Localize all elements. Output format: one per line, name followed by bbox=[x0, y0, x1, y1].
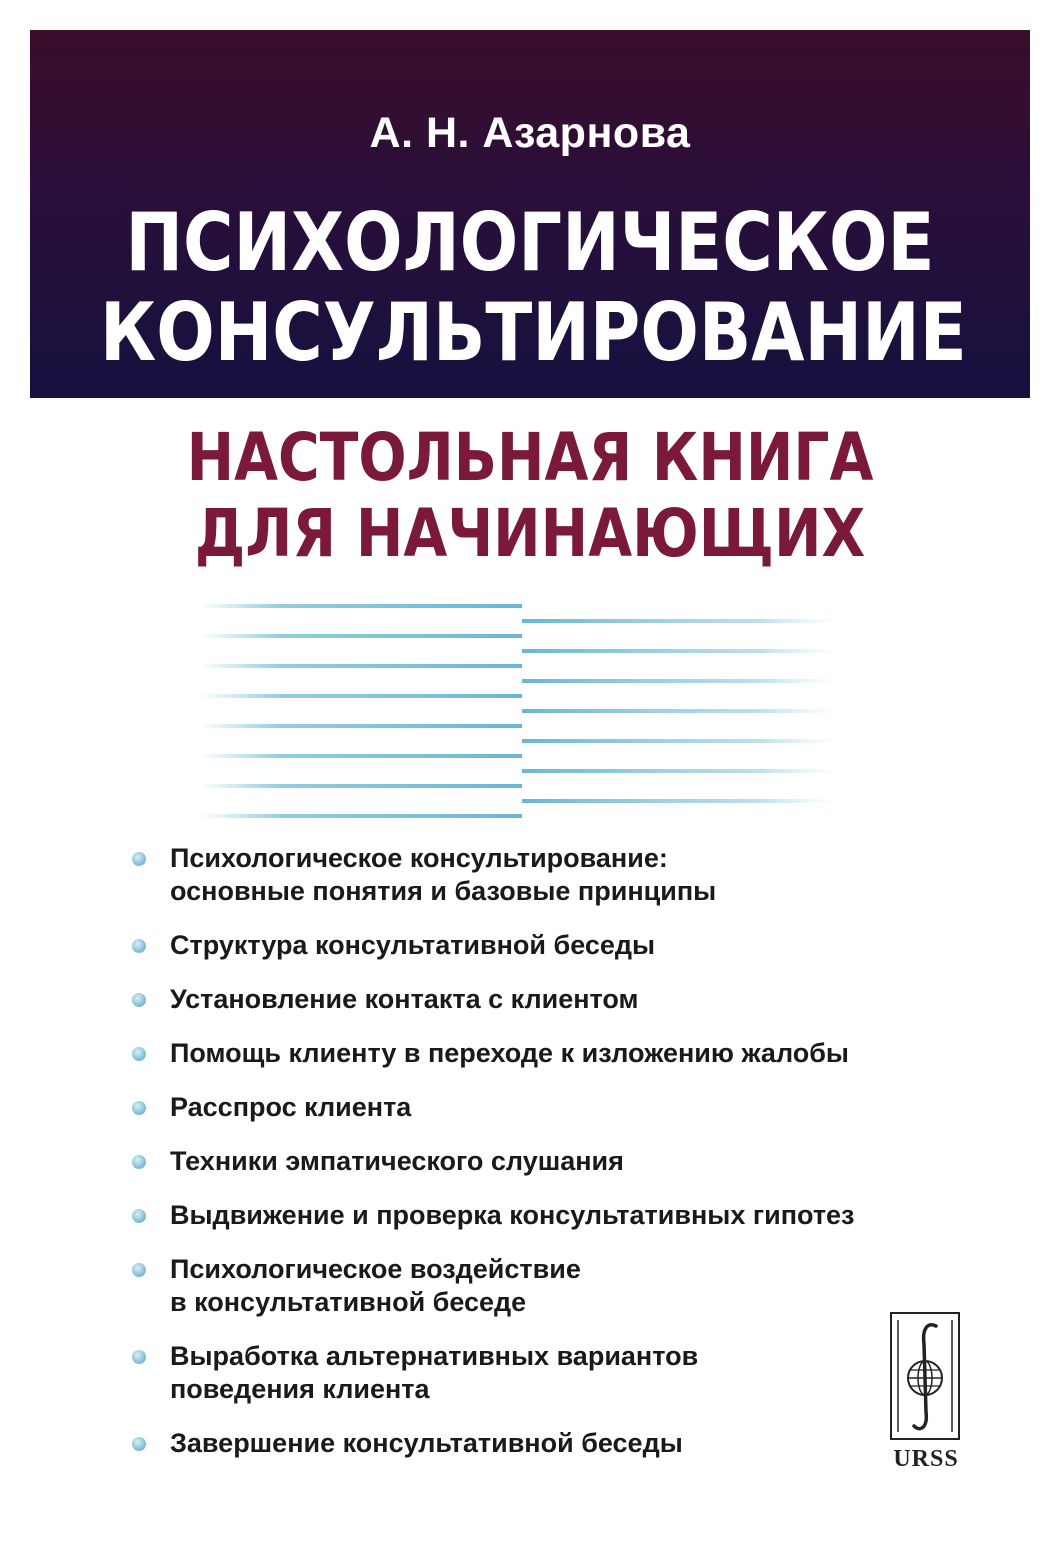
topic-item bbox=[132, 1145, 972, 1178]
topic-line: Психологическое воздействие bbox=[170, 1254, 581, 1284]
topic-item bbox=[132, 983, 972, 1016]
topic-item bbox=[132, 1253, 972, 1319]
book-title-line-1: ПСИХОЛОГИЧЕСКОЕ bbox=[125, 196, 935, 289]
topic-line: Психологическое консультирование: bbox=[170, 843, 668, 873]
bullet-icon bbox=[132, 1047, 146, 1061]
publisher-name: URSS bbox=[893, 1446, 959, 1472]
title-band bbox=[30, 30, 1030, 398]
topic-line: Завершение консультативной беседы bbox=[170, 1428, 683, 1458]
topic-line: Выработка альтернативных вариантов bbox=[170, 1341, 699, 1371]
book-subtitle-line-1: НАСТОЛЬНАЯ КНИГА bbox=[186, 419, 874, 496]
bullet-icon bbox=[132, 939, 146, 953]
bullet-icon bbox=[132, 1437, 146, 1451]
author-name: А. Н. Азарнова bbox=[369, 109, 691, 157]
topic-item bbox=[132, 929, 972, 962]
bullet-icon bbox=[132, 1101, 146, 1115]
book-subtitle-line-2: ДЛЯ НАЧИНАЮЩИХ bbox=[194, 495, 866, 572]
topic-line: Выдвижение и проверка консультативных гипотез bbox=[170, 1200, 855, 1230]
bullet-icon bbox=[132, 1209, 146, 1223]
topic-item bbox=[132, 1427, 972, 1460]
bullet-icon bbox=[132, 1350, 146, 1364]
decorative-stripes bbox=[190, 598, 850, 828]
stripes-right bbox=[522, 619, 840, 803]
integral-globe-icon bbox=[892, 1314, 958, 1438]
topic-line: Установление контакта с клиентом bbox=[170, 984, 639, 1014]
book-title bbox=[100, 196, 967, 379]
topic-item bbox=[132, 842, 972, 908]
publisher-emblem bbox=[890, 1312, 960, 1440]
publisher-logo bbox=[890, 1312, 962, 1482]
stripes-left bbox=[200, 604, 522, 818]
topic-line: Помощь клиенту в переходе к изложению жалобы bbox=[170, 1038, 849, 1068]
topic-line: основные понятия и базовые принципы bbox=[170, 876, 717, 906]
topic-line: Расспрос клиента bbox=[170, 1092, 412, 1122]
book-subtitle bbox=[74, 420, 986, 572]
topic-item bbox=[132, 1091, 972, 1124]
topic-item bbox=[132, 1340, 972, 1406]
topic-line: Техники эмпатического слушания bbox=[170, 1146, 624, 1176]
topic-item bbox=[132, 1037, 972, 1070]
topic-line: поведения клиента bbox=[170, 1374, 430, 1404]
topic-line: в консультативной беседе bbox=[170, 1287, 527, 1317]
bullet-icon bbox=[132, 1263, 146, 1277]
topic-list bbox=[132, 842, 972, 1460]
book-title-line-2: КОНСУЛЬТИРОВАНИЕ bbox=[100, 286, 967, 379]
bullet-icon bbox=[132, 1155, 146, 1169]
bullet-icon bbox=[132, 852, 146, 866]
bullet-icon bbox=[132, 993, 146, 1007]
topic-item bbox=[132, 1199, 972, 1232]
topic-line: Структура консультативной беседы bbox=[170, 930, 656, 960]
